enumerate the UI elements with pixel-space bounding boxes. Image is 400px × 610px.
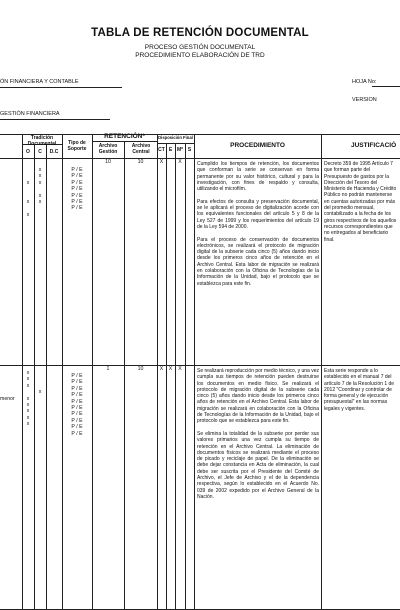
mark: x <box>38 198 42 205</box>
row2-justificacion: Esta serie responde a lo establecido en el manual 7 del artículo 7 de la Resolución 1 de 2012 "Coordinar y controlar de forma general y de ejecución presupuestal" en las normas legales y vigentes. <box>324 368 395 412</box>
row2-marks-o <box>22 370 34 434</box>
mark: x <box>26 211 30 218</box>
mark: x <box>38 192 42 199</box>
disposicion-header: Disposición Final <box>158 135 193 140</box>
row2-marks-c <box>34 370 46 434</box>
row2-central-value: 10 <box>137 366 144 372</box>
dependency-underline <box>0 87 122 88</box>
version-label: VERSION <box>352 97 377 103</box>
col-line-e <box>166 143 167 610</box>
row2-ct-mark: X <box>159 366 164 372</box>
soporte-value: P / E <box>71 398 83 405</box>
disposicion-m: M* <box>176 147 184 153</box>
retention-table <box>0 134 400 610</box>
col-line-s <box>185 143 186 610</box>
col-line-dc <box>46 144 47 610</box>
page-title: TABLA DE RETENCIÓN DOCUMENTAL <box>91 27 309 39</box>
soporte-value: P / E <box>71 167 83 173</box>
soporte-value: P / E <box>71 385 83 392</box>
soporte-value: P / E <box>71 379 83 386</box>
row1-soporte-list <box>62 167 92 212</box>
soporte-value: P / E <box>71 424 83 431</box>
procedimiento-paragraph: Se realizará reproducción por medio técnico, y una vez cumpla sus tiempos de retención pueden destruirse los documentos en medio físico. Se realizará el protocolo de migración digital de la subserie cada cinco (5) años dando inicio desde los primeros cinco años de retención en el Archivo Central. Esta labor de migración se realizará en colaboración con la Oficina de Tecnologías de la Información de la Unidad, bajo el protocolo que se establezca para este fin. <box>197 368 320 425</box>
disposicion-s: S <box>187 147 192 153</box>
procedimiento-header: PROCEDIMIENTO <box>230 142 285 149</box>
mark: x <box>38 389 42 396</box>
procedimiento-paragraph: Cumplido los tiempos de retención, los documentos que conforman la serie se conservan en forma permanente por su valor histórico, cultural y para la investigación, con fines de respaldo y consulta, utilizando el microfilm. <box>197 161 319 193</box>
soporte-header: Tipo de Soporte <box>67 140 87 152</box>
mark: x <box>26 421 30 428</box>
procedure-subtitle: PROCEDIMIENTO ELABORACIÓN DE TRD <box>135 52 265 59</box>
soporte-value: P / E <box>71 392 83 399</box>
mark: x <box>38 173 42 180</box>
soporte-value: P / E <box>71 430 83 437</box>
soporte-value: P / E <box>71 205 83 212</box>
mark: x <box>38 179 42 186</box>
process-subtitle: PROCESO GESTIÓN DOCUMENTAL <box>144 44 256 51</box>
procedimiento-paragraph: Se elimina la totalidad de la subserie por perder sus valores primarios una vez cumpla su tiempo de retención en el Archivo Central. La eliminación de documentos físicos se realizará mediante el proceso de picado y reciclaje de papel. De la eliminación se debe dejar constancia en Acta de eliminación, la cual debe ser suscrita por el Presidente del Comité de Archivo, el Jefe de Archivo y el de la dependencia respectiva, según lo establecido en el Acuerdo No. 039 de 2002 expedido por el Archivo General de la Nación. <box>197 430 319 500</box>
soporte-value: P / E <box>71 173 83 180</box>
justificacion-header: JUSTIFICACIÓ <box>351 142 397 149</box>
disposicion-e: E <box>168 147 173 153</box>
col-line-procedimiento <box>194 134 195 610</box>
row1-procedimiento <box>197 161 319 293</box>
row1-gestion-value: 10 <box>105 159 111 165</box>
soporte-value: P / E <box>71 411 83 418</box>
office-underline <box>0 119 110 120</box>
row1-central-value: 10 <box>137 159 144 165</box>
dependency-label: ÓN FINANCIERA Y CONTABLE <box>0 79 79 85</box>
hoja-label: HOJA No: <box>352 79 377 85</box>
row2-procedimiento <box>197 368 319 507</box>
mark <box>22 428 34 434</box>
mark: x <box>26 414 30 421</box>
row2-left-label: menor <box>0 396 15 402</box>
row1-justificacion: Decreto 359 de 1995 Artículo 7 que forman parte del Presupuesto de gastos por la Dirección del Tesoro del Ministerio de Hacienda y Crédito Público no podrán mantenerse en cuentas autorizadas por más del promedio mensual, contabilizado a la fecha de los giros respectivos de los aquellos recursos correspondientes que no entregados al beneficiario final. <box>324 161 397 243</box>
row2-m-mark: X <box>178 366 182 372</box>
mark: x <box>26 370 30 376</box>
header-bottom-line <box>0 158 400 159</box>
mark: x <box>26 401 30 408</box>
mark <box>34 428 46 434</box>
soporte-value: P / E <box>71 373 83 379</box>
row2-soporte-list <box>62 373 92 437</box>
office-label: GESTIÓN FINANCIERA <box>0 111 60 117</box>
row-separator <box>0 365 400 366</box>
procedimiento-paragraph: Para efectos de consulta y preservación documental, se le aplicará el proceso de digitalización acorde con los equivalentes funcionales del artículo 5 y 8 de la Ley 527 de 1999 y los requerimientos del artículo 19 de la Ley 594 de 2000. <box>197 198 319 230</box>
mark: x <box>26 376 30 383</box>
mark: x <box>26 395 30 402</box>
mark: x <box>26 408 30 415</box>
soporte-value: P / E <box>71 186 83 193</box>
row1-marks-o <box>22 167 34 218</box>
mark: x <box>38 167 42 173</box>
procedimiento-paragraph: Para el proceso de conservación de documentos electrónicos, se realizará el protocolo de migración digital de la subserie cada cinco (5) años dando inicio desde los primeros cinco años de retención en el Archivo Central. Esta labor de migración se realizará en colaboración con la Oficina de Tecnologías de la Información de la Unidad, bajo el protocolo que se establezca para este fin. <box>197 236 319 287</box>
col-line-central <box>124 141 125 610</box>
soporte-value: P / E <box>71 417 83 424</box>
col-line-justificacion <box>321 134 322 610</box>
soporte-value: P / E <box>71 198 83 205</box>
hoja-underline <box>372 86 400 87</box>
col-line-m <box>175 143 176 610</box>
row1-ct-mark: X <box>159 159 164 165</box>
row1-marks-c <box>34 167 46 218</box>
tradicion-o: O <box>26 149 30 155</box>
mark: x <box>26 382 30 389</box>
soporte-value: P / E <box>71 192 83 199</box>
row2-gestion-value: 1 <box>106 366 110 372</box>
soporte-value: P / E <box>71 404 83 411</box>
mark <box>34 212 46 218</box>
retencion-header: RETENCIÓN* <box>104 133 145 140</box>
disposicion-ct: CT <box>158 147 165 153</box>
row2-e-mark: X <box>168 366 173 372</box>
tradicion-c: C <box>38 149 42 155</box>
archivo-central-header: Archivo Central <box>131 143 151 155</box>
mark: x <box>26 198 30 205</box>
tradicion-dc: D.C <box>49 149 59 155</box>
row1-m-mark: X <box>178 159 182 165</box>
archivo-gestion-header: Archivo Gestión <box>98 143 118 155</box>
tradicion-header: Tradición Documental <box>27 135 57 147</box>
mark: x <box>26 179 30 186</box>
soporte-value: P / E <box>71 179 83 186</box>
